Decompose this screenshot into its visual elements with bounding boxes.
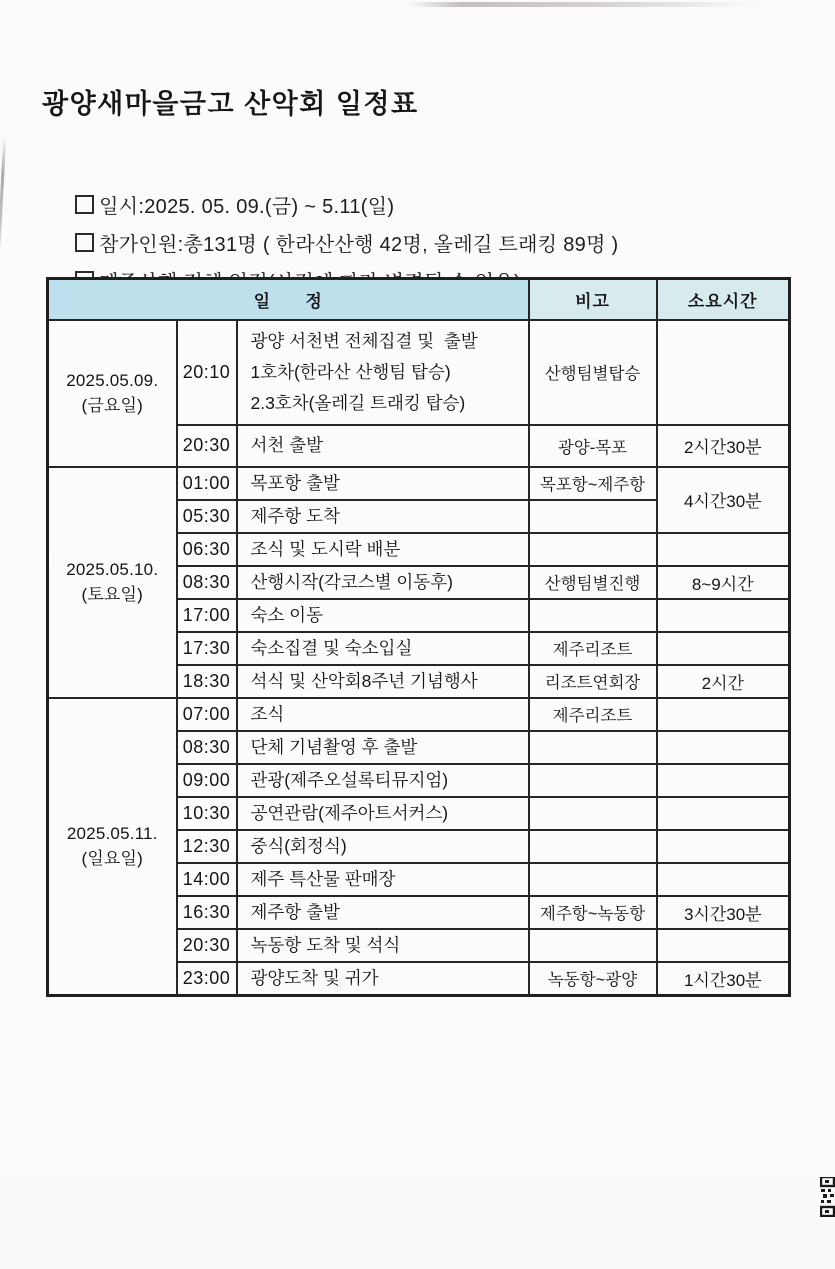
date-text: 2025.05.09.	[66, 371, 159, 390]
schedule-line: 1호차(한라산 산행팀 탑승)	[250, 361, 451, 382]
duration-cell	[657, 929, 790, 962]
duration-cell	[657, 698, 790, 731]
schedule-line: 석식 및 산악회8주년 기념행사	[250, 670, 478, 691]
duration-cell	[657, 632, 790, 665]
schedule-cell	[237, 962, 529, 996]
weekday-text: (금요일)	[81, 396, 144, 415]
duration-cell: 4시간30분	[657, 467, 790, 533]
duration-cell: 3시간30분	[657, 896, 790, 929]
date-cell-day1	[48, 320, 177, 467]
schedule-line: 2.3호차(올레길 트래킹 탑승)	[250, 392, 466, 413]
schedule-cell	[237, 425, 529, 467]
note-cell: 산행팀별탑승	[529, 320, 657, 425]
schedule-cell	[237, 797, 529, 830]
schedule-line: 중식(회정식)	[250, 835, 347, 856]
duration-cell: 8~9시간	[657, 566, 790, 599]
schedule-cell	[237, 731, 529, 764]
time-cell: 18:30	[177, 665, 237, 698]
time-cell: 17:00	[177, 599, 237, 632]
note-cell	[529, 764, 657, 797]
info-line-participants-text: 참가인원:총131명 ( 한라산산행 42명, 올레길 트래킹 89명 )	[99, 234, 619, 256]
col-header-schedule: 일 정	[48, 279, 529, 320]
schedule-line: 관광(제주오설록티뮤지엄)	[250, 769, 449, 790]
time-cell: 08:30	[177, 731, 237, 764]
schedule-cell	[237, 500, 529, 533]
time-cell: 20:30	[177, 425, 237, 467]
note-cell	[529, 929, 657, 962]
checkbox-icon	[75, 195, 94, 214]
schedule-line: 제주항 도착	[250, 505, 340, 526]
qr-code-icon	[820, 1177, 835, 1217]
schedule-line: 광양도착 및 귀가	[250, 967, 379, 988]
note-cell: 제주리조트	[529, 698, 657, 731]
note-cell: 광양-목포	[529, 425, 657, 467]
schedule-line: 목포항 출발	[250, 472, 340, 493]
duration-cell	[657, 533, 790, 566]
note-cell: 녹동항~광양	[529, 962, 657, 996]
schedule-line: 공연관람(제주아트서커스)	[250, 802, 449, 823]
schedule-line: 제주 특산물 판매장	[250, 868, 396, 889]
schedule-line: 단체 기념촬영 후 출발	[250, 736, 418, 757]
schedule-cell	[237, 566, 529, 599]
schedule-line: 조식 및 도시락 배분	[250, 538, 401, 559]
duration-cell	[657, 797, 790, 830]
time-cell: 12:30	[177, 830, 237, 863]
note-cell	[529, 500, 657, 533]
schedule-cell	[237, 896, 529, 929]
time-cell: 23:00	[177, 962, 237, 996]
time-cell: 10:30	[177, 797, 237, 830]
schedule-cell	[237, 830, 529, 863]
schedule-cell	[237, 665, 529, 698]
schedule-cell	[237, 863, 529, 896]
schedule-cell	[237, 698, 529, 731]
note-cell	[529, 797, 657, 830]
schedule-table	[46, 277, 791, 997]
duration-cell: 2시간30분	[657, 425, 790, 467]
date-cell-day3	[48, 698, 177, 996]
page-title: 광양새마을금고 산악회 일정표	[42, 89, 419, 119]
note-cell	[529, 731, 657, 764]
note-cell: 제주리조트	[529, 632, 657, 665]
duration-cell	[657, 731, 790, 764]
time-cell: 09:00	[177, 764, 237, 797]
col-header-duration: 소요시간	[657, 279, 790, 320]
date-text: 2025.05.10.	[66, 560, 159, 579]
note-cell: 제주항~녹동항	[529, 896, 657, 929]
time-cell: 20:30	[177, 929, 237, 962]
time-cell: 01:00	[177, 467, 237, 500]
note-cell	[529, 533, 657, 566]
duration-cell	[657, 830, 790, 863]
time-cell: 14:00	[177, 863, 237, 896]
table-row	[48, 698, 790, 731]
schedule-cell	[237, 467, 529, 500]
schedule-line: 녹동항 도착 및 석식	[250, 934, 401, 955]
schedule-line: 서천 출발	[250, 435, 323, 455]
schedule-line: 광양 서천변 전체집결 및 출발	[250, 330, 478, 351]
table-header-row	[48, 279, 790, 320]
duration-cell	[657, 599, 790, 632]
time-cell: 07:00	[177, 698, 237, 731]
time-cell: 16:30	[177, 896, 237, 929]
schedule-line: 제주항 출발	[250, 901, 340, 922]
schedule-cell	[237, 764, 529, 797]
note-cell	[529, 863, 657, 896]
time-cell: 17:30	[177, 632, 237, 665]
checkbox-icon	[75, 233, 94, 252]
schedule-cell	[237, 599, 529, 632]
note-cell	[529, 599, 657, 632]
schedule-cell	[237, 929, 529, 962]
time-cell: 08:30	[177, 566, 237, 599]
note-cell: 목포항~제주항	[529, 467, 657, 500]
schedule-cell	[237, 632, 529, 665]
time-cell: 06:30	[177, 533, 237, 566]
col-header-note: 비고	[529, 279, 657, 320]
duration-cell	[657, 863, 790, 896]
time-cell: 05:30	[177, 500, 237, 533]
scan-artifact-top	[408, 2, 760, 7]
schedule-line: 숙소집결 및 숙소입실	[250, 637, 413, 658]
table-row	[48, 320, 790, 425]
time-cell: 20:10	[177, 320, 237, 425]
date-cell-day2	[48, 467, 177, 698]
schedule-cell	[237, 533, 529, 566]
duration-cell	[657, 320, 790, 425]
schedule-line: 산행시작(각코스별 이동후)	[250, 571, 453, 592]
info-line-date-text: 일시:2025. 05. 09.(금) ~ 5.11(일)	[99, 196, 395, 218]
info-line-date	[40, 150, 619, 218]
info-section	[40, 150, 619, 264]
scan-artifact-left	[0, 136, 6, 261]
schedule-line: 조식	[250, 703, 285, 724]
note-cell	[529, 830, 657, 863]
weekday-text: (토요일)	[81, 585, 144, 604]
duration-cell	[657, 764, 790, 797]
duration-cell: 1시간30분	[657, 962, 790, 996]
weekday-text: (일요일)	[81, 849, 144, 868]
note-cell: 리조트연회장	[529, 665, 657, 698]
schedule-line: 숙소 이동	[250, 604, 323, 625]
duration-cell: 2시간	[657, 665, 790, 698]
date-text: 2025.05.11.	[66, 824, 158, 843]
note-cell: 산행팀별진행	[529, 566, 657, 599]
table-row	[48, 467, 790, 500]
schedule-cell	[237, 320, 529, 425]
